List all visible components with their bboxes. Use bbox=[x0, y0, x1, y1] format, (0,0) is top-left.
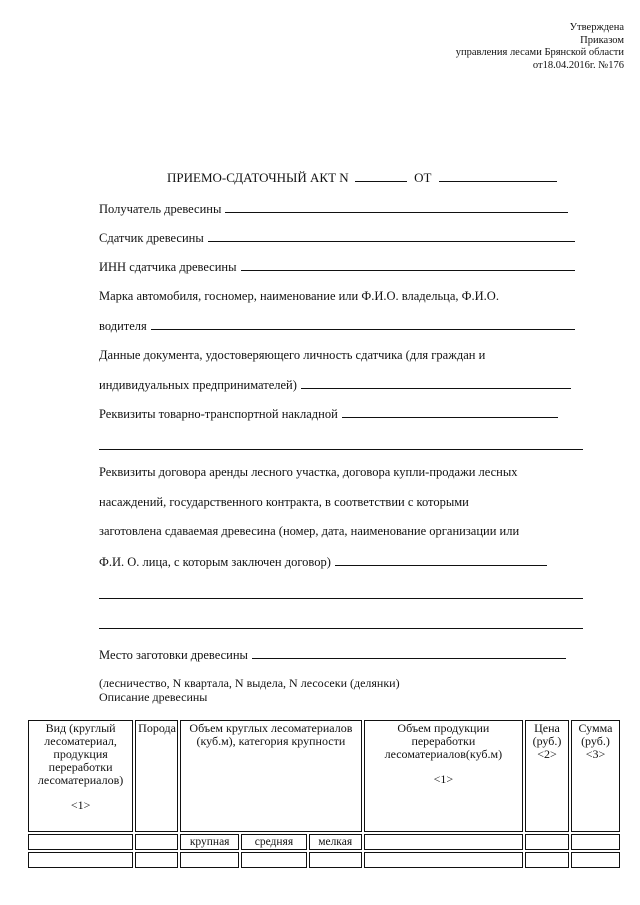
act-number-blank[interactable] bbox=[355, 170, 407, 182]
header-price-code: <2> bbox=[537, 747, 557, 761]
place-label: Место заготовки древесины bbox=[99, 648, 248, 662]
contract-label-line4: Ф.И. О. лица, с которым заключен договор) bbox=[99, 555, 331, 569]
recipient-label: Получатель древесины bbox=[99, 202, 222, 216]
subheader-medium: средняя bbox=[241, 834, 306, 850]
subheader-small: мелкая bbox=[309, 834, 362, 850]
header-sum bbox=[571, 720, 620, 832]
identity-field bbox=[99, 377, 571, 393]
subheader-large: крупная bbox=[180, 834, 239, 850]
inn-label: ИНН сдатчика древесины bbox=[99, 260, 237, 274]
waybill-field bbox=[99, 406, 558, 422]
header-processed-volume bbox=[364, 720, 523, 832]
table-cell[interactable] bbox=[135, 852, 178, 868]
recipient-field bbox=[99, 201, 568, 217]
table-cell[interactable] bbox=[28, 852, 133, 868]
contract-label-line1: Реквизиты договора аренды лесного участка, договора купли-продажи лесных bbox=[99, 465, 518, 479]
table-header-row bbox=[28, 720, 620, 832]
act-date-blank[interactable] bbox=[439, 170, 557, 182]
table-cell[interactable] bbox=[309, 852, 362, 868]
wood-description-table bbox=[26, 718, 622, 870]
contract-field bbox=[99, 554, 547, 570]
header-sum-text: Сумма (руб.) bbox=[578, 721, 613, 748]
contract-extra-line-2[interactable] bbox=[99, 628, 583, 629]
table-cell[interactable] bbox=[364, 834, 523, 850]
header-type bbox=[28, 720, 133, 832]
contract-label-line2: насаждений, государственного контракта, в соответствии с которыми bbox=[99, 495, 469, 509]
waybill-extra-line[interactable] bbox=[99, 449, 583, 450]
header-round-volume: Объем круглых лесоматериалов (куб.м), категория крупности bbox=[180, 720, 362, 832]
table-cell[interactable] bbox=[241, 852, 306, 868]
header-type-text: Вид (круглый лесоматериал, продукция переработки лесоматериалов) bbox=[37, 721, 124, 787]
title-from: ОТ bbox=[414, 170, 432, 185]
vehicle-blank[interactable] bbox=[151, 318, 575, 330]
vehicle-label-line2: водителя bbox=[99, 319, 147, 333]
deliverer-field bbox=[99, 230, 575, 246]
approval-line: Приказом bbox=[580, 34, 624, 46]
waybill-blank[interactable] bbox=[342, 406, 558, 418]
contract-blank[interactable] bbox=[335, 554, 547, 566]
table-cell[interactable] bbox=[28, 834, 133, 850]
inn-blank[interactable] bbox=[241, 259, 575, 271]
header-species: Порода bbox=[135, 720, 178, 832]
table-cell[interactable] bbox=[180, 852, 239, 868]
table-cell[interactable] bbox=[571, 834, 620, 850]
table-cell[interactable] bbox=[525, 834, 569, 850]
description-heading: Описание древесины bbox=[99, 690, 208, 704]
approval-line: от18.04.2016г. №176 bbox=[532, 59, 624, 71]
identity-blank[interactable] bbox=[301, 377, 571, 389]
vehicle-label-line1: Марка автомобиля, госномер, наименование или Ф.И.О. владельца, Ф.И.О. bbox=[99, 289, 499, 303]
header-type-code: <1> bbox=[70, 798, 91, 812]
approval-stamp bbox=[456, 22, 624, 72]
vehicle-field bbox=[99, 318, 575, 334]
contract-extra-line-1[interactable] bbox=[99, 598, 583, 599]
table-cell[interactable] bbox=[135, 834, 178, 850]
identity-label-line1: Данные документа, удостоверяющего личность сдатчика (для граждан и bbox=[99, 348, 486, 362]
deliverer-label: Сдатчик древесины bbox=[99, 231, 204, 245]
place-field bbox=[99, 647, 566, 663]
approval-line: Утверждена bbox=[569, 22, 624, 33]
header-processed-volume-code: <1> bbox=[433, 772, 454, 786]
header-processed-volume-text: Объем продукции переработки лесоматериалов(куб.м) bbox=[384, 721, 503, 761]
waybill-label: Реквизиты товарно-транспортной накладной bbox=[99, 407, 338, 421]
deliverer-blank[interactable] bbox=[208, 230, 575, 242]
inn-field bbox=[99, 259, 575, 275]
place-blank[interactable] bbox=[252, 647, 566, 659]
header-price bbox=[525, 720, 569, 832]
table-cell[interactable] bbox=[525, 852, 569, 868]
identity-label-line2: индивидуальных предпринимателей) bbox=[99, 378, 297, 392]
place-note: (лесничество, N квартала, N выдела, N лесосеки (делянки) bbox=[99, 676, 400, 690]
title-text: ПРИЕМО-СДАТОЧНЫЙ АКТ N bbox=[167, 170, 349, 185]
document-title bbox=[167, 170, 557, 186]
header-sum-code: <3> bbox=[585, 747, 606, 761]
recipient-blank[interactable] bbox=[225, 201, 568, 213]
table-subheader-row bbox=[28, 834, 620, 850]
table-row bbox=[28, 852, 620, 868]
table-cell[interactable] bbox=[571, 852, 620, 868]
contract-label-line3: заготовлена сдаваемая древесина (номер, дата, наименование организации или bbox=[99, 524, 520, 538]
approval-line: управления лесами Брянской области bbox=[455, 47, 624, 58]
table-cell[interactable] bbox=[364, 852, 523, 868]
header-price-text: Цена (руб.) bbox=[532, 721, 562, 748]
